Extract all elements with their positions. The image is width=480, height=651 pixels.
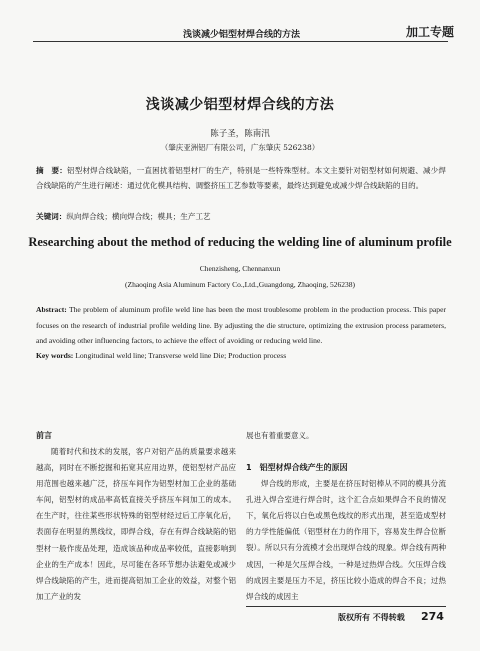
- section-label: 加工专题: [406, 25, 455, 39]
- copyright-notice: 版权所有 不得转载: [338, 613, 405, 622]
- preface-paragraph: 随着时代和技术的发展，客户对铝产品的质量要求越来越高，同时在不断挖掘和拓宽其应用边界，使铝型材产品应用范围也越来越广泛，挤压车间作为铝型材加工企业的基础车间，铝型材的成品率高低直接关乎挤压车间加工的成本。在生产时，往往某些形状特殊的铝型材经过后工序氧化后，表面存在明显的黑线纹，即焊合线，存在有焊合线缺陷的铝型材一般作废品处理，造成该品种成品率较低，直接影响到企业的生产成本！因此，尽可能在各环节想办法避免或减少焊合线缺陷的产生，进而提高铝加工企业的效益，对整个铝加工产业的发: [36, 447, 236, 601]
- preface-continuation: 展也有着重要意义。: [246, 431, 314, 440]
- abstract-en-text: The problem of aluminum profile weld line has been the most troublesome problem in the production process. This paper focuses on the research of industrial profile welding line. By adjusting the die structure, optimizing the extrusion process parameters, and avoiding other influencing factors, to achieve the effect of avoiding or reducing weld line.: [36, 305, 446, 345]
- article-title-zh: 浅谈减少铝型材焊合线的方法: [145, 97, 335, 113]
- footer-divider: [246, 606, 446, 607]
- page-header: [0, 0, 480, 40]
- keywords-zh-text: 纵向焊合线；横向焊合线；模具；生产工艺: [66, 212, 211, 221]
- preface-heading: 前言: [36, 431, 52, 440]
- abstract-en-label: Abstract:: [36, 305, 67, 314]
- abstract-zh: [36, 163, 446, 193]
- body-column-right: [246, 428, 446, 605]
- authors-zh: 陈子圣，陈南汛: [210, 129, 270, 139]
- abstract-zh-text: 铝型材焊合线缺陷，一直困扰着铝型材厂的生产，特别是一些特殊型材。本文主要针对铝型材如何规避、减少焊合线缺陷的产生进行阐述：通过优化模具结构、调整挤压工艺参数等要素，最终达到避免或减少焊合线缺陷的目的。: [36, 166, 447, 190]
- affiliation-en: (Zhaoqing Asia Aluminum Factory Co.,Ltd.,Guangdong, Zhaoqing, 526238): [125, 280, 355, 289]
- abstract-en: [36, 302, 446, 349]
- abstract-zh-label: 摘 要：: [36, 166, 67, 175]
- affiliation-zh: （肇庆亚洲铝厂有限公司，广东肇庆 526238）: [160, 143, 320, 152]
- page-number: 274: [421, 610, 444, 623]
- running-title: 浅谈减少铝型材焊合线的方法: [183, 30, 301, 40]
- body-column-left: [36, 428, 236, 605]
- header-divider: [33, 41, 448, 42]
- keywords-en: [36, 348, 446, 363]
- keywords-zh: [36, 209, 446, 224]
- keywords-zh-label: 关键词：: [36, 212, 67, 221]
- section-1-paragraph: 焊合线的形成，主要是在挤压时铝棒从不同的模具分流孔进入焊合室进行焊合时，这个汇合点如果焊合不良的情况下，氧化后将以白色或黑色线纹的形式出现，甚至造成型材的力学性能偏低（铝型材在力的作用下，容易发生焊合位断裂）。所以只有分流模才会出现焊合线的现象。焊合线有两种成因，一种是欠压焊合线，一种是过热焊合线。欠压焊合线的成因主要是压力不足，挤压比较小造成的焊合不良；过热焊合线的成因主: [246, 479, 446, 601]
- section-1-heading: 1 铝型材焊合线产生的原因: [246, 463, 348, 473]
- keywords-en-text: Longitudinal weld line; Transverse weld line Die; Production process: [73, 351, 287, 360]
- keywords-en-label: Key words:: [36, 351, 74, 360]
- authors-en: Chenzisheng, Chennanxun: [199, 264, 281, 273]
- article-title-en: Researching about the method of reducing the welding line of aluminum profile: [28, 235, 452, 249]
